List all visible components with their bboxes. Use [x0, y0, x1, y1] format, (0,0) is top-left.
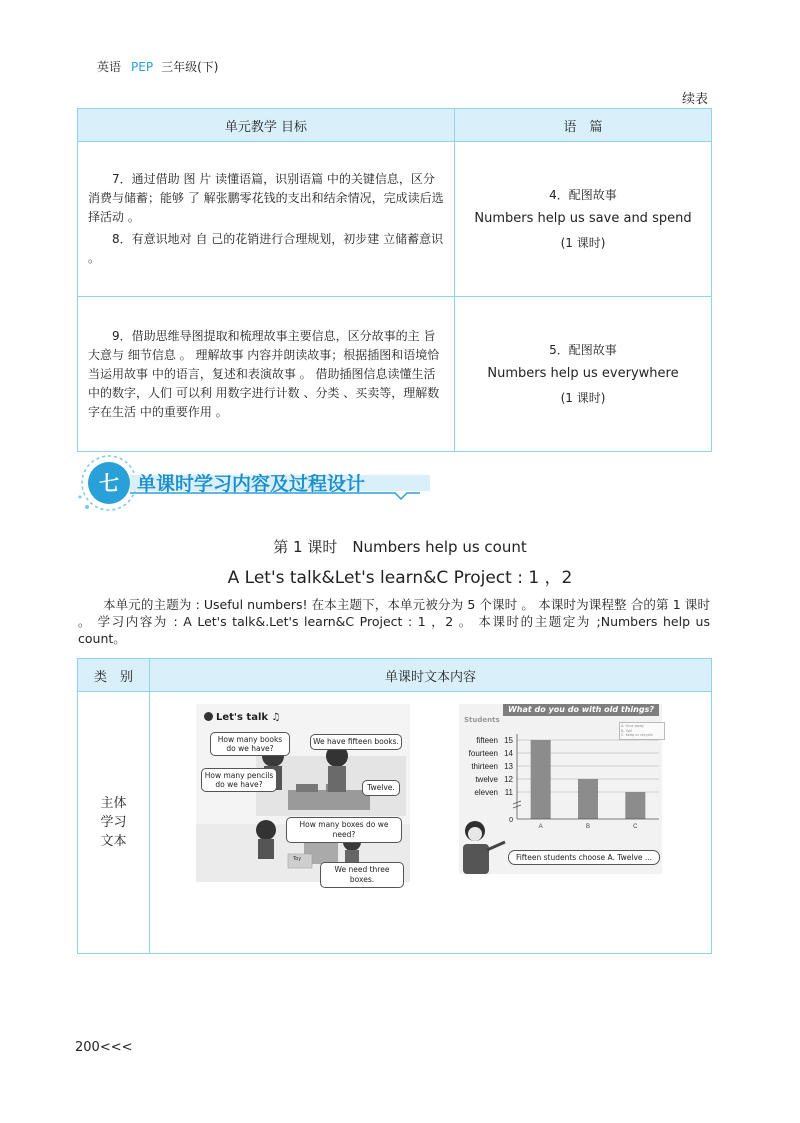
lesson-title: 第 1 课时 Numbers help us count	[273, 538, 527, 556]
speech-bubble: How many boxes do we need?	[286, 817, 402, 843]
discourse-cell	[455, 142, 712, 297]
y-axis-label: Students	[464, 716, 500, 724]
chart-illustration	[459, 704, 662, 874]
teacher-figure	[459, 814, 519, 874]
category-col-header: 类 别	[78, 659, 150, 692]
legend-item: A. Give away	[621, 724, 644, 728]
y-tick-number: 15	[504, 736, 513, 745]
discourse-number: 4．配图故事	[549, 188, 617, 202]
discourse-title: Numbers help us everywhere	[487, 366, 679, 381]
y-tick-number: 12	[504, 775, 513, 784]
lets-talk-illustration	[196, 704, 410, 882]
goal-9: 9．借助思维导图提取和梳理故事主要信息，区分故事的主 旨 大意与 细节信息 。 理解故事 内容并朗读故事；根据插图和语境恰当运用故事 中的语言，复述和表演故事 。 借助插图信息读懂生活 中的数字，人们 可以利 用数字进行计数 、分类 、买卖等，理解数字在生活 中的重要作用 。	[88, 328, 440, 419]
section-number: 七	[99, 471, 119, 495]
legend-item: B. Sell	[621, 728, 632, 733]
section-title: 单课时学习内容及过程设计	[137, 473, 366, 495]
discourse-col-header: 语 篇	[455, 109, 712, 142]
x-tick-label: B	[585, 824, 591, 830]
legend-item: C. Keep or recycle	[621, 733, 653, 737]
table-row	[78, 142, 712, 297]
discourse-hours: (1 课时)	[560, 391, 606, 405]
goals-col-header: 单元教学 目标	[78, 109, 455, 142]
speech-bubble: How many books do we have?	[210, 732, 290, 756]
speech-bubble: How many pencils do we have?	[201, 768, 277, 792]
running-header	[97, 58, 218, 75]
talk-heading	[204, 712, 281, 723]
y-tick-word: twelve	[475, 775, 498, 784]
x-tick-label: C	[633, 824, 638, 830]
talk-bullet-icon	[204, 712, 213, 721]
y-tick-number: 13	[504, 762, 513, 771]
discourse-number: 5．配图故事	[549, 343, 617, 357]
y-tick-zero: 0	[509, 817, 513, 824]
x-tick-label: A	[538, 824, 543, 830]
y-tick-word: thirteen	[471, 762, 498, 771]
discourse-title: Numbers help us save and spend	[474, 211, 692, 226]
speech-bubble: We need three boxes.	[320, 862, 404, 888]
bar-b	[578, 779, 598, 819]
goal-8: 8．有意识地对 自 己的花销进行合理规划，初步建 立储蓄意识 。	[88, 232, 444, 265]
talk-heading-text: Let's talk	[216, 712, 269, 723]
y-tick-number: 14	[504, 749, 513, 758]
box-label: Toy	[293, 856, 302, 862]
discourse-hours: (1 课时)	[560, 236, 606, 250]
subject-label: 英语	[97, 60, 122, 74]
y-tick-number: 11	[504, 788, 513, 797]
chart-banner: What do you do with old things?	[503, 704, 659, 716]
goals-table	[77, 108, 712, 452]
page-number: 200<<<	[75, 1040, 133, 1055]
continued-label: 续表	[681, 92, 708, 107]
table-row	[78, 297, 712, 452]
edition-label: PEP	[131, 60, 154, 74]
content-col-header: 单课时文本内容	[150, 659, 712, 692]
row-label: 主体学习文本	[100, 796, 127, 849]
bar-a	[531, 740, 551, 819]
headphones-icon: ♫	[271, 712, 281, 723]
y-tick-word: fifteen	[476, 736, 498, 745]
row-label-cell	[78, 692, 150, 954]
grade-label: 三年级(下)	[161, 60, 219, 74]
goals-cell	[78, 297, 455, 452]
discourse-cell	[455, 297, 712, 452]
goal-7: 7．通过借助 图 片 读懂语篇，识别语篇 中的关键信息，区分消费与储蓄；能够 了 解张鹏零花钱的支出和结余情况，完成读后选择活动 。	[88, 172, 444, 224]
speech-bubble: Twelve.	[362, 780, 400, 796]
y-tick-word: eleven	[474, 788, 498, 797]
section-heading	[75, 455, 435, 515]
speech-bubble: We have fifteen books.	[310, 734, 402, 750]
chart-caption-bubble: Fifteen students choose A. Twelve ...	[508, 850, 660, 865]
goals-cell	[78, 142, 455, 297]
lesson-intro: 本单元的主题为 : Useful numbers! 在本主题下，本单元被分为 5 个课时 。 本课时为课程整 合的第 1 课时 。 学习内容为 : A Let's talk&.Let's learn&C Project : 1 ，2 。 本课时的主题定为 ;Numbers help us count。	[78, 597, 710, 646]
bar-c	[625, 792, 645, 819]
lesson-subtitle: A Let's talk&Let's learn&C Project : 1 ，2	[227, 568, 573, 588]
y-tick-word: fourteen	[468, 749, 498, 758]
